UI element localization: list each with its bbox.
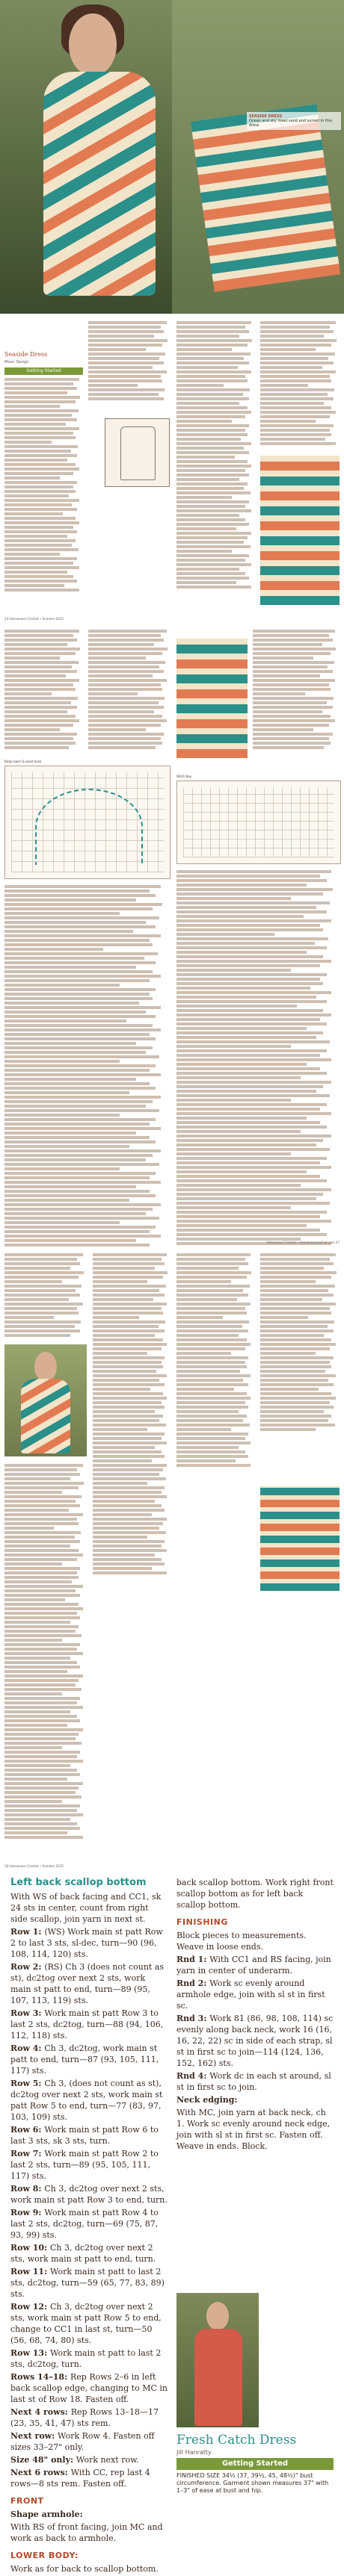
stitch-detail-photo xyxy=(260,456,340,605)
row-label: Next 6 rows: xyxy=(10,2468,71,2477)
model-photo xyxy=(0,0,344,314)
row-label: Rnd 1: xyxy=(176,1955,210,1964)
instruction-row xyxy=(10,2124,168,2147)
stitch-detail-photo xyxy=(260,1486,340,1591)
row-text: Work main st patt Row 4 to last 2 sts, dc2tog, turn—69 (75, 87, 93, 99) sts. xyxy=(10,2208,159,2240)
fresh-catch-designer: Jill Hanratty xyxy=(176,2449,212,2456)
folio-right: Interweave Crochet • interweavecrochet.com 27 xyxy=(266,1241,340,1244)
instruction-row xyxy=(10,2467,168,2489)
text-column-4 xyxy=(253,630,340,751)
instruction-row xyxy=(10,2183,168,2206)
row-label: Rnd 2: xyxy=(176,1978,210,1988)
row-label: Row 12: xyxy=(10,2302,50,2312)
row-text: Work main st patt Row 2 to last 2 sts, turn—89 (95, 105, 111, 117) sts. xyxy=(10,2149,159,2181)
row-label: Row 2: xyxy=(10,1962,45,1972)
stitch-chart xyxy=(4,766,171,879)
model-head xyxy=(206,2302,229,2330)
text-column-2 xyxy=(88,321,171,402)
text-column-4 xyxy=(260,321,340,447)
row-text: Work Row 4. Fasten off sizes 33–27" only. xyxy=(10,2431,155,2452)
instruction-row xyxy=(176,2070,334,2093)
schematic-diagram xyxy=(105,418,170,487)
chart-label: Body lower & waist back xyxy=(4,760,42,763)
fresh-catch-photo xyxy=(176,2293,259,2427)
neck-edging-text: With MC, join yarn at back neck, ch 1. Work sc evenly around neck edge, join with sl st in first sc. Fasten off. Weave in ends. Block. xyxy=(176,2108,331,2151)
text-column-1-lower xyxy=(4,1464,87,1840)
row-text: Work main st patt to last 2 sts, dc2tog, turn—59 (65, 77, 83, 89) sts. xyxy=(10,2267,165,2299)
instruction-row xyxy=(10,2043,168,2076)
row-text: Work main st patt Row 3 to last 2 sts, dc2tog, turn—88 (94, 106, 112, 118) sts. xyxy=(10,2008,164,2040)
row-label: Next 4 rows: xyxy=(10,2407,71,2417)
instruction-row xyxy=(10,2406,168,2429)
left-back-heading: Left back scallop bottom xyxy=(10,1877,147,1888)
striped-dress xyxy=(43,72,156,296)
scallop-arc xyxy=(35,789,143,865)
magazine-spread-2 xyxy=(0,624,344,1247)
row-label: Row 8: xyxy=(10,2184,45,2194)
instruction-row xyxy=(10,2078,168,2123)
lower-body-heading: LOWER BODY: xyxy=(10,2551,79,2560)
row-label: Row 5: xyxy=(10,2079,45,2088)
left-intro: With WS of back facing and CC1, sk 24 sts in center, count from right side scallop, join yarn in next st. xyxy=(10,1892,162,1924)
text-column-2 xyxy=(93,1253,171,1576)
row-text: Work 81 (86, 98, 108, 114) sc evenly along back neck, work 16 (16, 16, 22, 22) sc in side of each strap, sl st in first sc to join—114 (124, 136, 152, 162) sts. xyxy=(176,2014,334,2068)
row-label: Row 7: xyxy=(10,2149,45,2158)
text-column-3 xyxy=(176,321,255,590)
row-text: Rep Rows 13–18—17 (23, 35, 41, 47) sts rem. xyxy=(10,2407,159,2428)
folio-left: 24 Interweave Crochet • Summer 2015 xyxy=(4,617,64,621)
row-text: Ch 3, (does not count as st), dc2tog over next 2 sts, work main st patt Row 5 to end, turn—77 (83, 97, 103, 109) sts. xyxy=(10,2079,163,2122)
text-column-1 xyxy=(4,378,83,593)
neck-edging-label: Neck edging: xyxy=(176,2095,238,2105)
text-column-1 xyxy=(4,630,83,751)
rows-right-list xyxy=(176,1954,334,2093)
text-column-2 xyxy=(88,630,171,751)
instruction-row xyxy=(10,2347,168,2370)
dress-detail-swatch xyxy=(191,104,340,291)
row-text: Ch 3, dc2tog over next 2 sts, work main st patt to end, turn. xyxy=(10,2243,156,2264)
instruction-row xyxy=(10,2454,168,2465)
row-text: Ch 3, dc2tog over next 2 sts, work main st patt Row 3 to end, turn. xyxy=(10,2184,168,2205)
pattern-title: Seaside Dress xyxy=(4,351,48,358)
finishing-heading: FINISHING xyxy=(176,1917,228,1927)
right-intro: back scallop bottom. Work right front scallop bottom as for left back scallop bottom. xyxy=(176,1878,334,1910)
designer-name: Moon Design xyxy=(4,360,29,364)
row-text: Ch 3, dc2tog, work main st patt to end, turn—87 (93, 105, 111, 117) sts. xyxy=(10,2043,159,2076)
red-dress xyxy=(194,2329,242,2426)
row-text: With CC, rep last 4 rows—8 sts rem. Fasten off. xyxy=(10,2468,150,2489)
front-heading: FRONT xyxy=(10,2496,44,2506)
stitch-detail-photo xyxy=(176,639,248,758)
instruction-row xyxy=(176,2013,334,2069)
row-label: Row 10: xyxy=(10,2243,50,2253)
instruction-row xyxy=(10,2242,168,2265)
instruction-row xyxy=(10,2008,168,2041)
row-label: Rnd 3: xyxy=(176,2014,210,2023)
instruction-row xyxy=(10,2301,168,2346)
folio-left: 28 Interweave Crochet • Summer 2015 xyxy=(4,1864,64,1868)
row-label: Row 3: xyxy=(10,2008,45,2018)
row-label: Row 4: xyxy=(10,2043,45,2053)
row-text: Work dc in each st around, sl st in first sc to join. xyxy=(176,2071,331,2092)
row-text: Ch 3, dc2tog over next 2 sts, work main st patt Row 5 to end, change to CC1 in last st, turn—50 (56, 68, 74, 80) sts. xyxy=(10,2302,162,2345)
front-text: With RS of front facing, join MC and work as back to armhole. xyxy=(10,2522,163,2543)
row-label: Row 13: xyxy=(10,2348,50,2358)
model-photo-small xyxy=(4,1344,87,1456)
instruction-row xyxy=(10,1926,168,1960)
row-label: Rows 14–18: xyxy=(10,2372,70,2382)
text-column-right-lower xyxy=(176,870,340,1247)
row-label: Row 1: xyxy=(10,1927,45,1937)
lower-body-text: Work as for back to scallop bottom. xyxy=(10,2564,159,2574)
row-label: Next row: xyxy=(10,2431,58,2441)
row-label: Row 9: xyxy=(10,2208,45,2217)
front-sub: Shape armhole: xyxy=(10,2510,83,2519)
magazine-spread-1 xyxy=(0,0,344,624)
row-label: Row 6: xyxy=(10,2125,45,2135)
instruction-row xyxy=(10,2207,168,2241)
instruction-row xyxy=(10,2371,168,2405)
instruction-row xyxy=(10,2266,168,2300)
stitch-key-chart xyxy=(176,780,341,864)
striped-dress xyxy=(21,1379,70,1453)
magazine-spread-3 xyxy=(0,1247,344,1871)
row-text: Work main st patt to last 2 sts, dc2tog, turn. xyxy=(10,2348,162,2369)
left-text-column xyxy=(10,1877,168,2576)
finished-size-text: FINISHED SIZE 34½ (37, 39½, 45, 48½)" bust circumference. Garment shown measures 37" with 1–3" of ease at bust and hip. xyxy=(176,2472,329,2494)
text-column-4 xyxy=(260,1253,340,1433)
row-text: Work main st patt Row 6 to last 3 sts, sk 3 sts, turn. xyxy=(10,2125,159,2146)
instruction-row xyxy=(10,2430,168,2453)
instruction-row xyxy=(176,1978,334,2011)
row-text: (RS) Ch 3 (does not count as st), dc2tog over next 2 sts, work main st patt to end, turn—89 (95, 107, 113, 119) sts. xyxy=(10,1962,165,2005)
row-text: With CC1 and RS facing, join yarn in center of underarm. xyxy=(176,1955,331,1976)
finishing-text: Block pieces to measurements. Weave in loose ends. xyxy=(176,1931,307,1952)
row-text: Rep Rows 2–6 in left back scallop edge, changing to MC in last st of Row 18. Fasten off. xyxy=(10,2372,168,2404)
right-text-column xyxy=(176,1877,334,2153)
instruction-row xyxy=(10,1961,168,2006)
magazine-page-readable xyxy=(0,1871,344,2574)
getting-started-bar: Getting Started xyxy=(4,367,83,375)
text-column-lower xyxy=(4,885,169,1261)
text-column-1 xyxy=(4,1253,87,1338)
row-label: Size 48" only: xyxy=(10,2455,76,2465)
key-grid xyxy=(183,787,334,857)
rows-left-list xyxy=(10,1926,168,2489)
row-text: Work sc evenly around armhole edge, join with sl st in first sc. xyxy=(176,1978,325,2011)
row-label: Row 11: xyxy=(10,2267,50,2276)
model-head xyxy=(69,13,117,76)
photo-caption: SEASIDE DRESS Ocean and sky meet sand and sunset in this dress xyxy=(247,112,341,130)
row-text: (WS) Work main st patt Row 2 to last 3 sts, sl-dec, turn—90 (96, 108, 114, 120) sts. xyxy=(10,1927,163,1959)
text-column-3 xyxy=(176,1253,254,1468)
instruction-row xyxy=(176,1954,334,1976)
row-label: Rnd 4: xyxy=(176,2071,210,2081)
instruction-row xyxy=(10,2148,168,2182)
model-head xyxy=(34,1352,57,1382)
row-text: Work next row. xyxy=(76,2455,139,2465)
stitch-key-label: Stitch Key xyxy=(176,775,192,778)
getting-started-bar: Getting Started xyxy=(176,2458,334,2470)
fresh-catch-title: Fresh Catch Dress xyxy=(176,2433,297,2448)
